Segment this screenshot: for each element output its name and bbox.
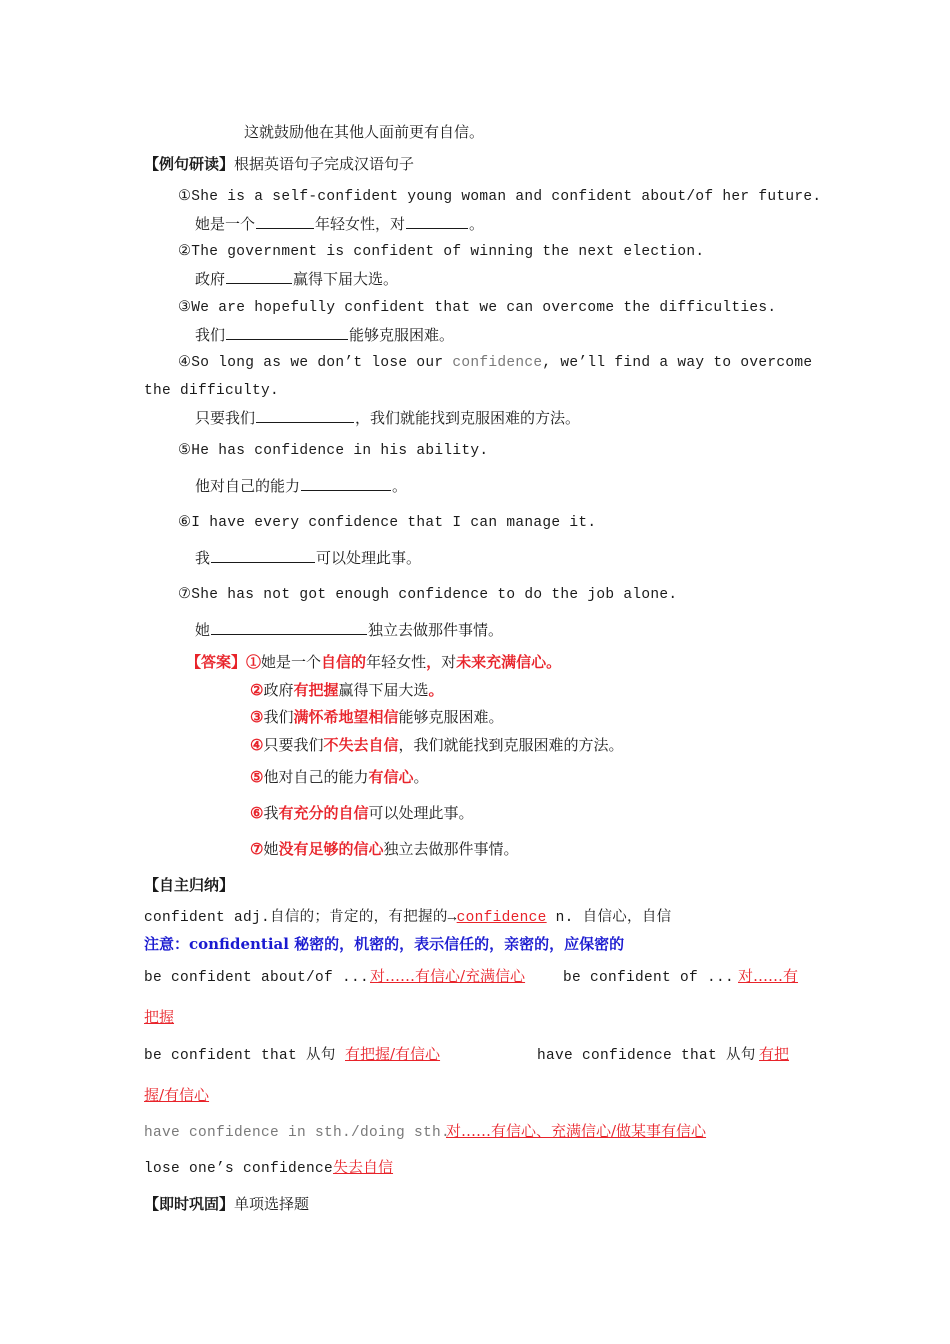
phrase-meaning: 失去自信 [333, 1158, 394, 1176]
answer-key: 没有足够的信心 [278, 840, 384, 858]
text-part: ，我们就能找到克服困难的方法。 [355, 409, 581, 427]
answer-5 [250, 766, 429, 788]
summary-note: 注意：confidential 秘密的，机密的，表示信任的，亲密的，应保密的 [144, 935, 625, 953]
answer-number: ⑦ [250, 840, 264, 858]
phrase-row-3-answer [345, 1043, 440, 1065]
text-part: confident adj.自信的；肯定的，有把握的→ [144, 910, 457, 926]
text-part: 。 [413, 768, 429, 786]
summary-header: 【自主归纳】 [144, 876, 235, 894]
text-part: 可以处理此事。 [316, 549, 422, 567]
answer-2 [250, 679, 444, 701]
answer-number: ② [250, 681, 264, 699]
text-part: 能够克服困难。 [398, 708, 504, 726]
text-part: 只要我们 [263, 736, 324, 754]
section-instruction: 单项选择题 [234, 1195, 310, 1213]
answer-3 [250, 706, 504, 728]
answer-key: 。 [428, 681, 444, 699]
answer-key: 有把握 [293, 681, 339, 699]
text-part: 年轻女性 [366, 653, 427, 671]
phrase-meaning: 对……有信心、充满信心/做某事有信心 [446, 1122, 707, 1140]
answer-blank[interactable] [226, 268, 292, 284]
answer-blank[interactable] [256, 213, 314, 229]
text-part: 她是一个 [261, 653, 322, 671]
text-part: 独立去做那件事情。 [368, 621, 504, 639]
answer-blank[interactable] [406, 213, 468, 229]
text-part: 。 [469, 215, 485, 233]
text-part: 能够克服困难。 [349, 326, 455, 344]
phrase-row-5-answer [446, 1120, 706, 1142]
phrase-row-6 [144, 1156, 393, 1180]
example-6-english: ⑥I have every confidence that I can manage it. [178, 515, 597, 531]
example-2-chinese [195, 268, 398, 290]
answer-key: 不失去自信 [323, 736, 399, 754]
example-7-chinese [195, 619, 503, 641]
example-6-chinese [195, 547, 421, 569]
phrase-english: have confidence that 从句 [537, 1048, 756, 1064]
section-instruction: 根据英语句子完成汉语句子 [234, 155, 415, 173]
text-part: 。 [392, 477, 408, 495]
section-tag: 【即时巩固】 [144, 1195, 235, 1213]
text-part: 他对自己的能力 [263, 768, 369, 786]
text-part: 赢得下届大选。 [293, 270, 399, 288]
phrase-row-4-answer-cont [144, 1084, 209, 1106]
example-2-english: ②The government is confident of winning the next election. [178, 244, 705, 260]
text-part: 我们 [263, 708, 294, 726]
example-4-english [178, 352, 812, 374]
phrase-meaning: 对……有信心/充满信心 [370, 967, 526, 985]
example-3-chinese [195, 324, 454, 346]
text-part: 赢得下届大选 [338, 681, 429, 699]
text-part: 独立去做那件事情。 [383, 840, 519, 858]
answer-6 [250, 802, 474, 824]
text-part: 政府 [195, 270, 226, 288]
text-part: 我 [195, 549, 211, 567]
text-part: 政府 [263, 681, 294, 699]
practice-section-header [144, 1193, 309, 1215]
phrase-row-3 [144, 1043, 336, 1067]
text-part: 可以处理此事。 [368, 804, 474, 822]
answer-1 [186, 651, 561, 673]
answer-key: 有充分的自信 [278, 804, 369, 822]
answer-key: 未来充满信心。 [456, 653, 562, 671]
text-part: 我们 [195, 326, 226, 344]
answer-key: 满怀希地望相信 [293, 708, 399, 726]
text-part: ④So long as we don’t lose our [178, 355, 453, 371]
phrase-meaning: 把握 [144, 1008, 175, 1026]
phrase-row-5 [144, 1120, 450, 1144]
text-part: ，我们就能找到克服困难的方法。 [398, 736, 624, 754]
answer-blank[interactable] [226, 324, 348, 340]
answer-number: ⑤ [250, 768, 264, 786]
phrase-english: have confidence in sth./doing sth. [144, 1125, 451, 1141]
answer-key: 自信的 [321, 653, 367, 671]
phrase-row-2 [563, 965, 734, 989]
example-4-english-cont: the difficulty. [144, 383, 280, 399]
phrase-row-2-answer [738, 965, 798, 987]
answer-key: 有信心 [368, 768, 414, 786]
highlighted-word: confidence [452, 355, 543, 371]
example-section-header [144, 153, 414, 175]
text-part: n. 自信心，自信 [546, 910, 672, 926]
phrase-row-1 [144, 965, 369, 989]
answer-blank[interactable] [256, 407, 354, 423]
answer-number: ⑥ [250, 804, 264, 822]
example-4-chinese [195, 407, 580, 429]
phrase-english: lose one’s confidence [144, 1161, 334, 1177]
phrase-row-4-answer [759, 1043, 789, 1065]
example-1-english: ①She is a self-confident young woman and confident about/of her future. [178, 189, 822, 205]
phrase-english: be confident that 从句 [144, 1048, 336, 1064]
derived-word: confidence [456, 910, 547, 926]
answer-number: ① [246, 653, 262, 671]
text-part: 我 [263, 804, 279, 822]
phrase-row-2-answer-cont [144, 1006, 174, 1028]
text-part: 她 [195, 621, 211, 639]
section-tag: 【例句研读】 [144, 155, 235, 173]
example-5-chinese [195, 475, 407, 497]
answer-blank[interactable] [211, 547, 315, 563]
example-1-chinese [195, 213, 484, 235]
phrase-meaning: 有把 [759, 1045, 790, 1063]
example-7-english: ⑦She has not got enough confidence to do the job alone. [178, 587, 678, 603]
answer-4 [250, 734, 624, 756]
text-part: 她是一个 [195, 215, 256, 233]
example-5-english: ⑤He has confidence in his ability. [178, 443, 489, 459]
phrase-meaning: 对……有 [738, 967, 799, 985]
answer-blank[interactable] [211, 619, 367, 635]
answer-tag: 【答案】 [186, 653, 247, 671]
intro-sentence: 这就鼓励他在其他人面前更有自信。 [244, 123, 485, 141]
answer-number: ③ [250, 708, 264, 726]
text-part: , we’ll find a way to overcome [542, 355, 813, 371]
answer-number: ④ [250, 736, 264, 754]
text-part: 他对自己的能力 [195, 477, 301, 495]
phrase-english: be confident of ... [563, 970, 735, 986]
phrase-meaning: 握/有信心 [144, 1086, 210, 1104]
answer-7 [250, 838, 519, 860]
answer-blank[interactable] [301, 475, 391, 491]
phrase-row-1-answer [370, 965, 525, 987]
phrase-english: be confident about/of ... [144, 970, 370, 986]
answer-key: ， [426, 653, 442, 671]
text-part: 年轻女性，对 [315, 215, 406, 233]
phrase-row-4 [537, 1043, 756, 1067]
text-part: 她 [263, 840, 279, 858]
text-part: 对 [441, 653, 457, 671]
summary-definition [144, 905, 671, 929]
text-part: 只要我们 [195, 409, 256, 427]
example-3-english: ③We are hopefully confident that we can overcome the difficulties. [178, 300, 777, 316]
phrase-meaning: 有把握/有信心 [345, 1045, 441, 1063]
